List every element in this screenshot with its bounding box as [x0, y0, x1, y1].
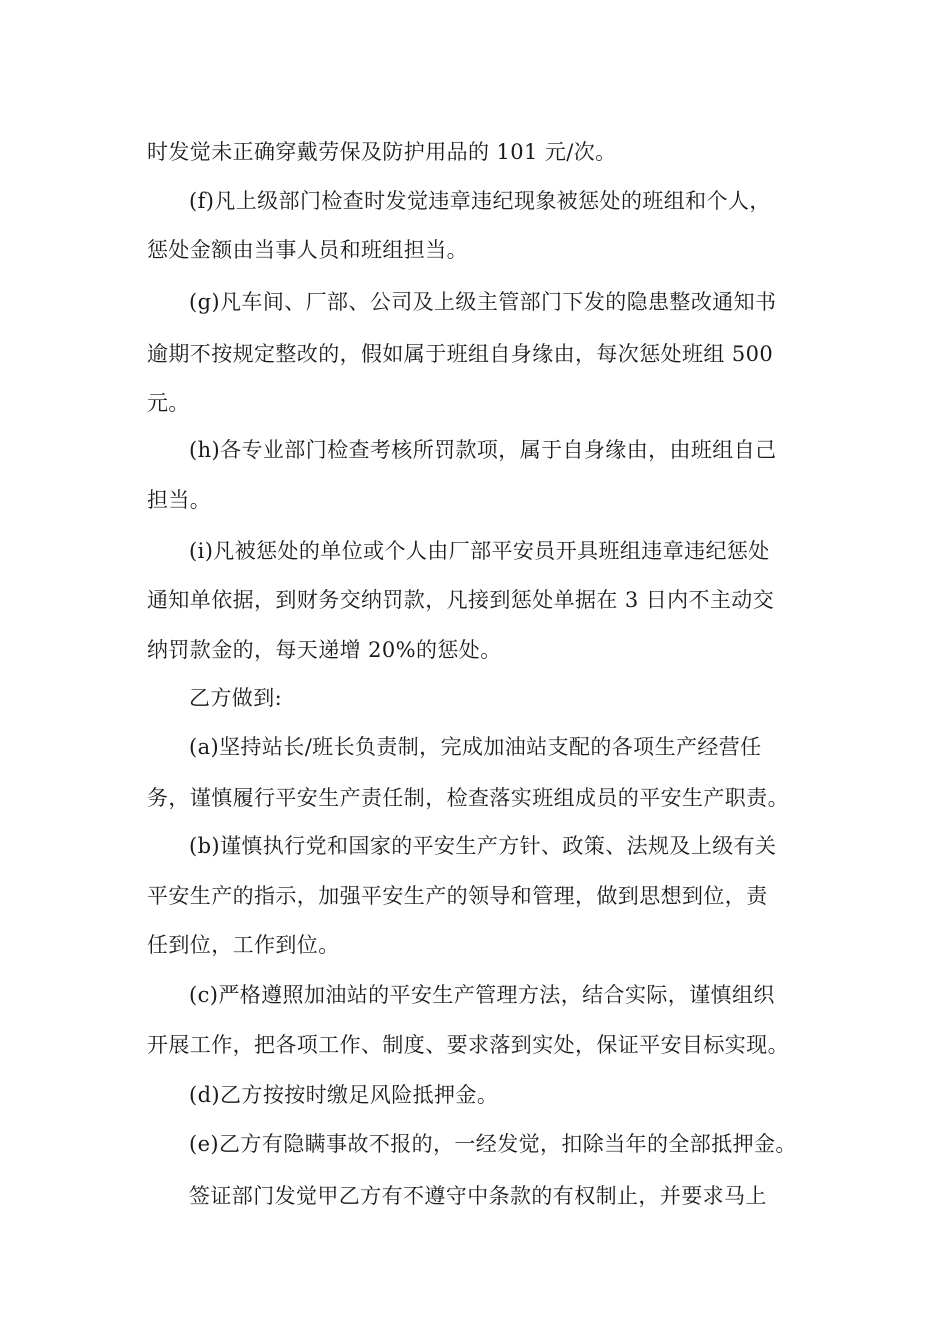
text-line: 务，谨慎履行平安生产责任制，检查落实班组成员的平安生产职责。	[147, 786, 789, 810]
text-line: 担当。	[147, 488, 212, 512]
text-line: (h)各专业部门检查考核所罚款项，属于自身缘由，由班组自己	[189, 438, 777, 462]
text-line: 任到位，工作到位。	[147, 933, 340, 957]
text-line: 平安生产的指示，加强平安生产的领导和管理，做到思想到位，责	[147, 884, 768, 908]
text-line: (e)乙方有隐瞒事故不报的，一经发觉，扣除当年的全部抵押金。	[189, 1132, 797, 1156]
text-line: 签证部门发觉甲乙方有不遵守中条款的有权制止，并要求马上	[189, 1184, 767, 1208]
text-line: (b)谨慎执行党和国家的平安生产方针、政策、法规及上级有关	[189, 834, 777, 858]
text-line: (i)凡被惩处的单位或个人由厂部平安员开具班组违章违纪惩处	[189, 539, 770, 563]
text-line: 元。	[147, 391, 190, 415]
text-line: 纳罚款金的，每天递增 20%的惩处。	[147, 638, 502, 662]
text-line: 惩处金额由当事人员和班组担当。	[147, 238, 468, 262]
text-line: (f)凡上级部门检查时发觉违章违纪现象被惩处的班组和个人，	[189, 189, 771, 213]
text-line: 乙方做到:	[189, 686, 283, 710]
text-line: 通知单依据，到财务交纳罚款，凡接到惩处单据在 3 日内不主动交	[147, 588, 775, 612]
text-line: 逾期不按规定整改的，假如属于班组自身缘由，每次惩处班组 500	[147, 342, 774, 366]
text-line: (d)乙方按按时缴足风险抵押金。	[189, 1083, 499, 1107]
text-line: (a)坚持站长/班长负责制，完成加油站支配的各项生产经营任	[189, 735, 762, 759]
text-line: (g)凡车间、厂部、公司及上级主管部门下发的隐患整改通知书	[189, 290, 777, 314]
text-line: 开展工作，把各项工作、制度、要求落到实处，保证平安目标实现。	[147, 1033, 789, 1057]
text-line: 时发觉未正确穿戴劳保及防护用品的 101 元/次。	[147, 140, 617, 164]
text-line: (c)严格遵照加油站的平安生产管理方法，结合实际，谨慎组织	[189, 983, 775, 1007]
